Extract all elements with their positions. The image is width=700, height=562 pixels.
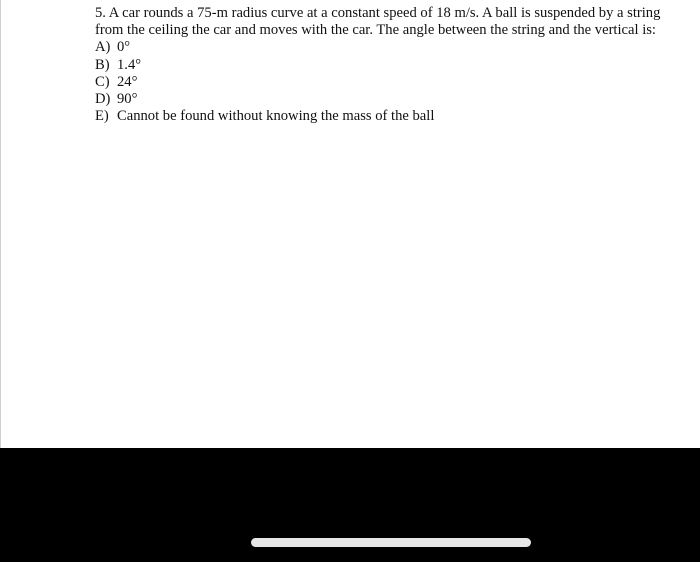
choice-text: Cannot be found without knowing the mass of the ball [117,108,435,125]
choice-text: 24° [117,73,138,90]
choice-d [95,91,675,108]
choice-b [95,57,675,74]
choice-letter: D) [95,91,111,108]
question-block [95,5,675,125]
choice-text: 90° [117,91,138,108]
choice-a [95,39,675,56]
choice-c [95,74,675,91]
choice-letter: B) [95,56,110,73]
choice-letter: E) [95,108,109,125]
question-text: 5. A car rounds a 75-m radius curve at a constant speed of 18 m/s. A ball is suspended by a string from the ceiling the car and moves with the car. The angle between the string and the vertical is: [95,5,661,39]
home-indicator[interactable] [251,538,531,547]
choice-text: 0° [117,39,131,56]
choice-letter: A) [95,39,111,56]
choice-e [95,108,675,125]
choice-text: 1.4° [117,56,142,73]
answer-choices [95,39,675,125]
choice-letter: C) [95,73,110,90]
